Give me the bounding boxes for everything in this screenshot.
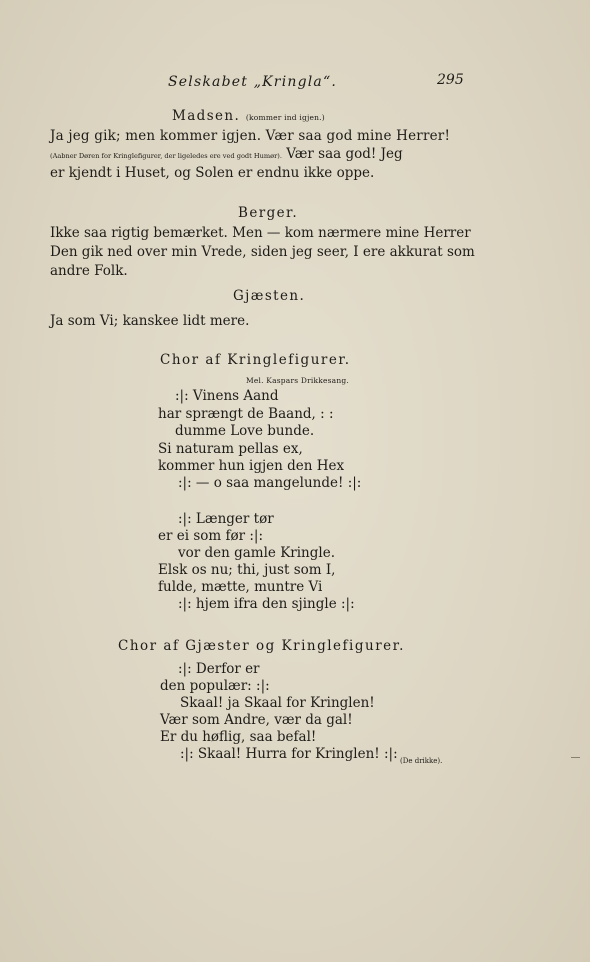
verse-line: kommer hun igjen den Hex <box>158 458 345 474</box>
melody-note: Mel. Kaspars Drikkesang. <box>246 376 349 385</box>
speaker-gjaesten: Gjæsten. <box>233 288 306 304</box>
verse-line: :|: Derfor er <box>178 661 260 677</box>
verse-line: den populær: :|: <box>160 678 270 694</box>
page-number: 295 <box>437 72 464 88</box>
text-line: Ja jeg gik; men kommer igjen. Vær saa god mine Herrer! <box>50 128 451 144</box>
verse-line: :|: Skaal! Hurra for Kringlen! :|: <box>180 746 398 762</box>
verse-line: :|: — o saa mangelunde! :|: <box>178 475 362 491</box>
verse-line: Si naturam pellas ex, <box>158 441 303 457</box>
text-line: Ja som Vi; kanskee lidt mere. <box>50 313 250 329</box>
text-line: andre Folk. <box>50 263 128 279</box>
speaker-madsen: Madsen. (kommer ind igjen.) <box>172 108 325 124</box>
verse-line: Skaal! ja Skaal for Kringlen! <box>180 695 375 711</box>
page-mark <box>571 757 580 758</box>
text-line: Ikke saa rigtig bemærket. Men — kom nærmere mine Herrer <box>50 225 471 241</box>
stage-direction: (Aabner Døren for Kringlefigurer, der ligeledes ere ved godt Humør). <box>50 152 282 160</box>
chorus-heading: Chor af Gjæster og Kringlefigurer. <box>118 638 405 654</box>
verse-line: :|: Vinens Aand <box>175 388 279 404</box>
text-line: (Aabner Døren for Kringlefigurer, der ligeledes ere ved godt Humør). Vær saa god! Jeg <box>50 146 403 162</box>
verse-line: vor den gamle Kringle. <box>178 545 335 561</box>
chorus-heading: Chor af Kringlefigurer. <box>160 352 351 368</box>
stage-direction: (kommer ind igjen.) <box>245 113 325 122</box>
verse-line: Elsk os nu; thi, just som I, <box>158 562 336 578</box>
verse-line: har sprængt de Baand, : : <box>158 406 334 422</box>
text-line: er kjendt i Huset, og Solen er endnu ikke oppe. <box>50 165 375 181</box>
stage-direction: (De drikke). <box>400 757 443 765</box>
speaker-berger: Berger. <box>238 205 299 221</box>
verse-line: Vær som Andre, vær da gal! <box>160 712 353 728</box>
verse-line: er ei som før :|: <box>158 528 263 544</box>
verse-line: fulde, mætte, muntre Vi <box>158 579 323 595</box>
text-line: Den gik ned over min Vrede, siden jeg seer, I ere akkurat som <box>50 244 475 260</box>
verse-line: :|: hjem ifra den sjingle :|: <box>178 596 355 612</box>
verse-line: dumme Love bunde. <box>175 423 315 439</box>
running-header: Selskabet „Kringla“. <box>168 74 337 90</box>
verse-line: :|: Længer tør <box>178 511 274 527</box>
verse-line: Er du høflig, saa befal! <box>160 729 317 745</box>
